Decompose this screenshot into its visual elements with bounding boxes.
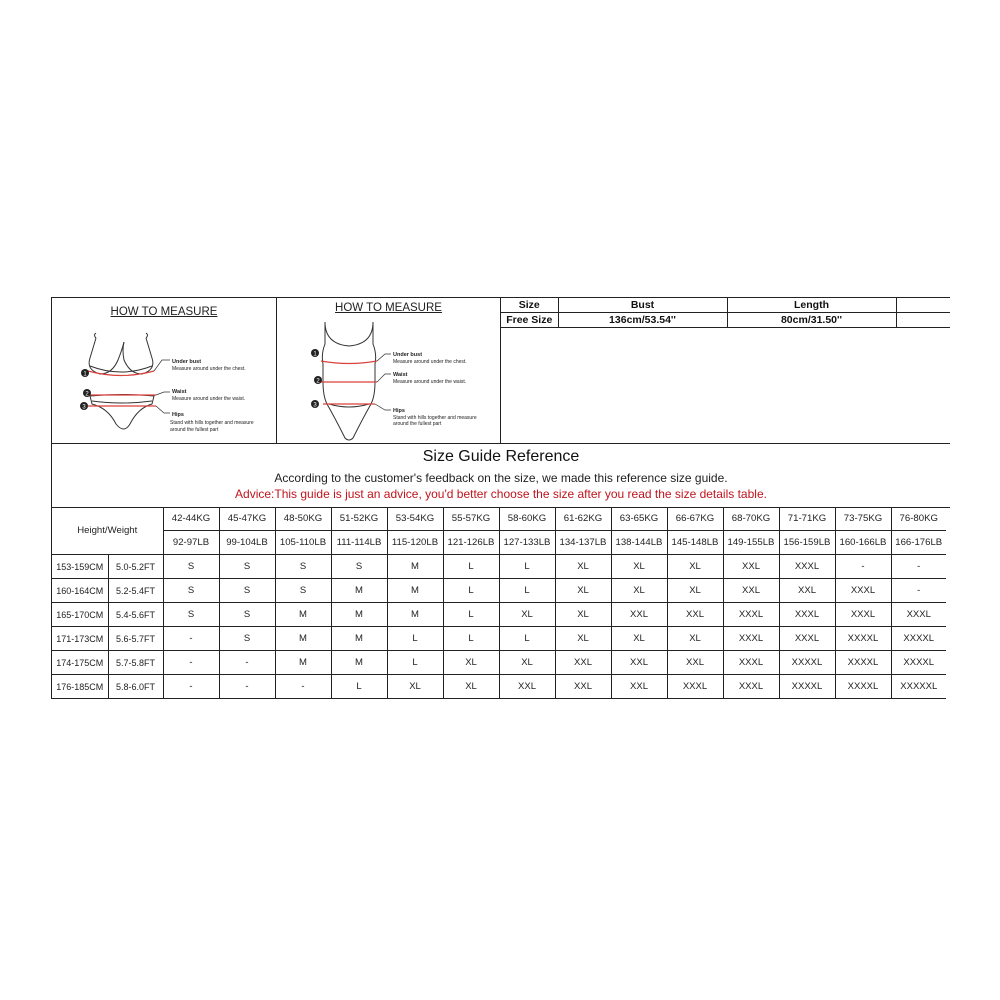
how-to-measure-bikini-panel [52, 298, 277, 443]
size-cell: XXL [723, 555, 779, 579]
spec-header-size: Size [501, 298, 558, 313]
height-cm-cell: 176-185CM [52, 675, 108, 699]
weight-kg-row [52, 507, 946, 531]
waist-desc: Measure around under the waist. [172, 396, 246, 402]
svg-text:1: 1 [313, 351, 317, 358]
marker-3 [80, 402, 88, 411]
svg-text:2: 2 [316, 378, 320, 385]
guide-title: Size Guide Reference [422, 448, 580, 465]
weight-kg-header: 53-54KG [387, 507, 443, 531]
size-cell: - [835, 555, 891, 579]
weight-kg-header: 48-50KG [275, 507, 331, 531]
size-cell: S [331, 555, 387, 579]
bikini-illustration [52, 298, 277, 443]
waist-label: Waist [172, 389, 187, 395]
weight-lb-header: 99-104LB [219, 531, 275, 555]
weight-lb-header: 111-114LB [331, 531, 387, 555]
weight-lb-header: 145-148LB [667, 531, 723, 555]
spec-bust-value: 136cm/53.54'' [558, 313, 727, 328]
size-cell: XXL [499, 675, 555, 699]
size-cell: - [891, 555, 946, 579]
size-cell: M [275, 603, 331, 627]
size-cell: XXXXL [779, 675, 835, 699]
size-chart-sheet [51, 297, 950, 699]
weight-lb-header: 105-110LB [275, 531, 331, 555]
hips-desc: Stand with hills together and measure [170, 420, 254, 426]
size-cell: XL [667, 555, 723, 579]
height-ft-cell: 5.4-5.6FT [108, 603, 163, 627]
size-cell: S [219, 555, 275, 579]
svg-text:2: 2 [85, 391, 89, 398]
size-cell: XL [555, 627, 611, 651]
weight-lb-header: 149-155LB [723, 531, 779, 555]
weight-lb-header: 134-137LB [555, 531, 611, 555]
size-cell: XXXL [835, 603, 891, 627]
size-cell: M [331, 627, 387, 651]
weight-kg-header: 71-71KG [779, 507, 835, 531]
size-cell: - [219, 651, 275, 675]
weight-kg-header: 51-52KG [331, 507, 387, 531]
svg-text:1: 1 [83, 371, 87, 378]
size-cell: XXL [611, 603, 667, 627]
weight-lb-header: 166-176LB [891, 531, 946, 555]
weight-lb-header: 92-97LB [163, 531, 219, 555]
size-cell: XXXXXL [891, 675, 946, 699]
size-cell: XXL [555, 651, 611, 675]
weight-lb-header: 121-126LB [443, 531, 499, 555]
under-bust-desc: Measure around under the chest. [172, 366, 246, 372]
weight-kg-header: 61-62KG [555, 507, 611, 531]
weight-kg-header: 42-44KG [163, 507, 219, 531]
size-cell: XL [499, 651, 555, 675]
size-cell: XL [387, 675, 443, 699]
spec-empty-value [896, 313, 950, 328]
size-cell: S [275, 555, 331, 579]
size-row [52, 651, 946, 675]
weight-lb-row [52, 531, 946, 555]
size-cell: L [499, 555, 555, 579]
svg-text:3: 3 [82, 404, 86, 411]
marker-2 [314, 376, 322, 385]
height-ft-cell: 5.6-5.7FT [108, 627, 163, 651]
garment-spec-table [501, 298, 950, 328]
height-ft-cell: 5.2-5.4FT [108, 579, 163, 603]
weight-kg-header: 63-65KG [611, 507, 667, 531]
weight-lb-header: 115-120LB [387, 531, 443, 555]
weight-kg-header: 58-60KG [499, 507, 555, 531]
waist-desc: Measure around under the waist. [393, 379, 467, 385]
weight-kg-header: 76-80KG [891, 507, 946, 531]
size-cell: L [331, 675, 387, 699]
height-ft-cell: 5.7-5.8FT [108, 651, 163, 675]
size-cell: L [387, 651, 443, 675]
height-cm-cell: 165-170CM [52, 603, 108, 627]
size-cell: M [275, 627, 331, 651]
size-cell: S [219, 627, 275, 651]
marker-1 [81, 369, 89, 378]
size-cell: XXXL [723, 651, 779, 675]
size-cell: XL [611, 627, 667, 651]
size-cell: - [891, 579, 946, 603]
weight-kg-header: 66-67KG [667, 507, 723, 531]
size-cell: L [387, 627, 443, 651]
hips-desc-2: around the fullest part [393, 421, 442, 427]
weight-kg-header: 73-75KG [835, 507, 891, 531]
height-cm-cell: 174-175CM [52, 651, 108, 675]
size-cell: XL [555, 579, 611, 603]
size-reference-table [52, 507, 946, 699]
size-cell: - [163, 627, 219, 651]
size-cell: XL [555, 603, 611, 627]
size-cell: XXXXL [835, 651, 891, 675]
weight-kg-header: 45-47KG [219, 507, 275, 531]
under-bust-line [321, 361, 377, 364]
size-row [52, 627, 946, 651]
size-row [52, 579, 946, 603]
size-cell: L [443, 603, 499, 627]
panel-title: HOW TO MEASURE [335, 302, 442, 314]
size-cell: XXL [611, 675, 667, 699]
size-cell: XL [611, 555, 667, 579]
size-cell: XXL [779, 579, 835, 603]
spec-header-length: Length [727, 298, 896, 313]
size-cell: XL [667, 579, 723, 603]
size-row [52, 603, 946, 627]
height-cm-cell: 160-164CM [52, 579, 108, 603]
size-row [52, 555, 946, 579]
guide-advice: Advice:This guide is just an advice, you'd better choose the size after you read the size details table. [235, 487, 767, 501]
top-section [52, 298, 950, 444]
size-cell: XL [667, 627, 723, 651]
spec-header-row [501, 298, 950, 313]
spec-length-value: 80cm/31.50'' [727, 313, 896, 328]
panel-title: HOW TO MEASURE [110, 306, 218, 318]
bikini-top-drawing [89, 333, 153, 374]
size-cell: XXL [555, 675, 611, 699]
size-cell: XXXL [779, 603, 835, 627]
size-cell: XXXL [723, 627, 779, 651]
height-cm-cell: 171-173CM [52, 627, 108, 651]
size-cell: XXXL [779, 627, 835, 651]
weight-kg-header: 68-70KG [723, 507, 779, 531]
spec-header-bust: Bust [558, 298, 727, 313]
size-cell: M [275, 651, 331, 675]
guide-description: According to the customer's feedback on the size, we made this reference size guide. [274, 471, 728, 485]
swimsuit-illustration [277, 298, 501, 443]
size-guide-header [52, 443, 950, 508]
under-bust-desc: Measure around under the chest. [393, 359, 467, 365]
size-cell: L [499, 627, 555, 651]
size-cell: XL [499, 603, 555, 627]
hips-label: Hips [393, 408, 405, 414]
marker-3 [311, 400, 319, 409]
weight-lb-header: 127-133LB [499, 531, 555, 555]
size-cell: L [499, 579, 555, 603]
size-cell: S [219, 579, 275, 603]
size-cell: S [163, 555, 219, 579]
height-ft-cell: 5.8-6.0FT [108, 675, 163, 699]
size-cell: S [275, 579, 331, 603]
hips-desc: Stand with hills together and measure [393, 415, 477, 421]
hips-label: Hips [172, 412, 184, 418]
weight-lb-header: 138-144LB [611, 531, 667, 555]
height-weight-header: Height/Weight [52, 507, 163, 555]
weight-lb-header: 156-159LB [779, 531, 835, 555]
spec-size-value: Free Size [501, 313, 558, 328]
size-cell: M [331, 651, 387, 675]
svg-text:3: 3 [313, 402, 317, 409]
size-cell: XL [443, 675, 499, 699]
size-cell: - [275, 675, 331, 699]
size-cell: XL [611, 579, 667, 603]
size-cell: S [163, 579, 219, 603]
size-cell: S [219, 603, 275, 627]
weight-kg-header: 55-57KG [443, 507, 499, 531]
marker-1 [311, 349, 319, 358]
size-cell: S [163, 603, 219, 627]
size-cell: XXL [611, 651, 667, 675]
spec-row [501, 313, 950, 328]
under-bust-label: Under bust [172, 359, 202, 365]
size-cell: XXL [723, 579, 779, 603]
swimsuit-drawing [322, 322, 375, 440]
size-cell: - [163, 675, 219, 699]
size-cell: XXXL [723, 675, 779, 699]
size-cell: - [163, 651, 219, 675]
size-cell: XXXXL [835, 675, 891, 699]
size-cell: XXXL [723, 603, 779, 627]
size-cell: XXXL [835, 579, 891, 603]
size-cell: L [443, 627, 499, 651]
height-ft-cell: 5.0-5.2FT [108, 555, 163, 579]
size-cell: XL [555, 555, 611, 579]
height-cm-cell: 153-159CM [52, 555, 108, 579]
size-cell: XL [443, 651, 499, 675]
weight-lb-header: 160-166LB [835, 531, 891, 555]
size-cell: XXXXL [891, 627, 946, 651]
size-cell: M [387, 603, 443, 627]
size-cell: M [387, 555, 443, 579]
size-cell: M [331, 603, 387, 627]
size-cell: XXL [667, 651, 723, 675]
size-cell: XXXL [891, 603, 946, 627]
size-cell: XXXL [667, 675, 723, 699]
waist-label: Waist [393, 372, 408, 378]
size-cell: XXXXL [835, 627, 891, 651]
size-cell: - [219, 675, 275, 699]
size-cell: XXL [667, 603, 723, 627]
size-row [52, 675, 946, 699]
spec-header-empty [896, 298, 950, 313]
size-cell: XXXXL [891, 651, 946, 675]
size-cell: XXXL [779, 555, 835, 579]
bikini-bottom-drawing [90, 395, 154, 430]
how-to-measure-swimsuit-panel [277, 298, 501, 443]
size-cell: L [443, 579, 499, 603]
hips-desc-2: around the fullest part [170, 427, 219, 433]
size-cell: M [387, 579, 443, 603]
size-cell: L [443, 555, 499, 579]
under-bust-label: Under bust [393, 352, 423, 358]
size-cell: XXXXL [779, 651, 835, 675]
size-cell: M [331, 579, 387, 603]
